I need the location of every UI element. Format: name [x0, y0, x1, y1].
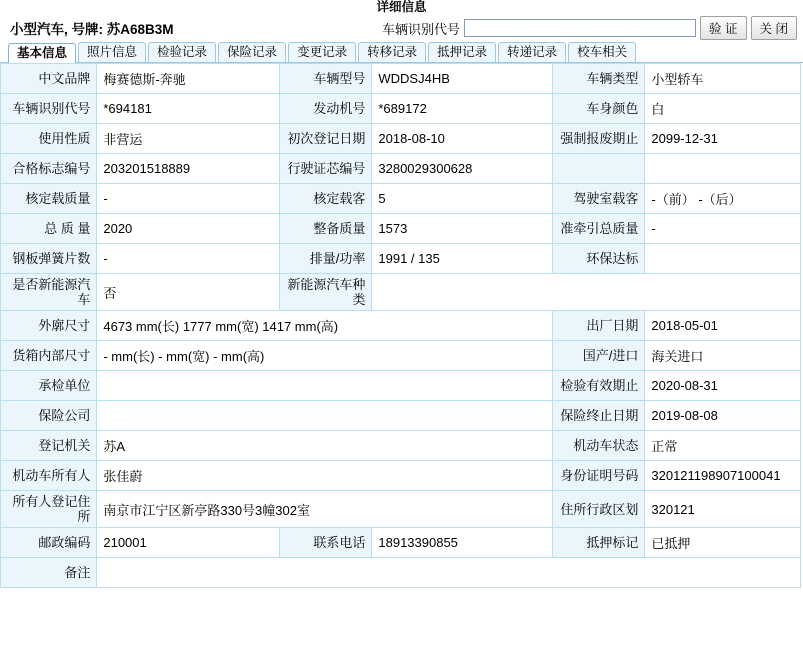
vin-input[interactable]	[464, 19, 696, 37]
table-row	[1, 154, 801, 184]
tab-change-records[interactable]: 变更记录	[288, 42, 356, 62]
tab-delivery-records[interactable]: 转递记录	[498, 42, 566, 62]
field-label: 保险公司	[1, 401, 97, 431]
table-row	[1, 431, 801, 461]
field-value-remark	[97, 558, 801, 588]
field-label: 车辆识别代号	[1, 94, 97, 124]
field-value: 苏A	[97, 431, 553, 461]
field-value: - mm(长) - mm(宽) - mm(高)	[97, 341, 553, 371]
field-label: 抵押标记	[553, 528, 645, 558]
table-row	[1, 461, 801, 491]
close-button[interactable]: 关 闭	[751, 16, 797, 40]
field-value: 5	[372, 184, 553, 214]
field-value: 张佳蔚	[97, 461, 553, 491]
field-label: 联系电话	[280, 528, 372, 558]
tab-school-bus[interactable]: 校车相关	[568, 42, 636, 62]
field-value: 已抵押	[645, 528, 801, 558]
field-value: 210001	[97, 528, 280, 558]
table-row	[1, 214, 801, 244]
field-label: 总 质 量	[1, 214, 97, 244]
field-value	[372, 274, 801, 311]
field-label: 核定载质量	[1, 184, 97, 214]
field-value: 1573	[372, 214, 553, 244]
field-value: 2019-08-08	[645, 401, 801, 431]
field-label: 国产/进口	[553, 341, 645, 371]
tab-inspection-records[interactable]: 检验记录	[148, 42, 216, 62]
field-value: *694181	[97, 94, 280, 124]
table-row	[1, 401, 801, 431]
field-value: -	[645, 214, 801, 244]
window-title: 详细信息	[376, 0, 427, 14]
table-row	[1, 558, 801, 588]
field-label: 行驶证芯编号	[280, 154, 372, 184]
field-value	[97, 401, 553, 431]
field-value: 白	[645, 94, 801, 124]
verify-button[interactable]: 验 证	[700, 16, 746, 40]
table-row	[1, 124, 801, 154]
field-value: 203201518889	[97, 154, 280, 184]
field-label: 保险终止日期	[553, 401, 645, 431]
table-row	[1, 491, 801, 528]
vin-search-group	[382, 16, 797, 40]
field-value: 18913390855	[372, 528, 553, 558]
field-value: *689172	[372, 94, 553, 124]
field-label: 车身颜色	[553, 94, 645, 124]
field-label: 新能源汽车种类	[280, 274, 372, 311]
field-label: 准牵引总质量	[553, 214, 645, 244]
field-label-remark: 备注	[1, 558, 97, 588]
field-value: -	[97, 244, 280, 274]
field-label: 车辆类型	[553, 64, 645, 94]
field-label: 合格标志编号	[1, 154, 97, 184]
field-label: 车辆型号	[280, 64, 372, 94]
field-value: 2018-05-01	[645, 311, 801, 341]
field-value: 320121	[645, 491, 801, 528]
tab-mortgage-records[interactable]: 抵押记录	[428, 42, 496, 62]
table-row	[1, 311, 801, 341]
table-row	[1, 184, 801, 214]
field-label: 整备质量	[280, 214, 372, 244]
field-value: -（前） -（后）	[645, 184, 801, 214]
field-label: 驾驶室载客	[553, 184, 645, 214]
vin-label: 车辆识别代号	[382, 21, 461, 37]
tab-photo-info[interactable]: 照片信息	[78, 42, 146, 62]
field-value: 320121198907100041	[645, 461, 801, 491]
field-label: 钢板弹簧片数	[1, 244, 97, 274]
field-value: 4673 mm(长) 1777 mm(宽) 1417 mm(高)	[97, 311, 553, 341]
field-label-empty	[553, 154, 645, 184]
field-value	[645, 244, 801, 274]
field-label: 承检单位	[1, 371, 97, 401]
table-row	[1, 274, 801, 311]
field-label: 环保达标	[553, 244, 645, 274]
field-label: 住所行政区划	[553, 491, 645, 528]
table-row	[1, 94, 801, 124]
tab-basic-info[interactable]: 基本信息	[8, 43, 76, 63]
field-value: 2018-08-10	[372, 124, 553, 154]
field-label: 核定载客	[280, 184, 372, 214]
tab-insurance-records[interactable]: 保险记录	[218, 42, 286, 62]
field-value: 非营运	[97, 124, 280, 154]
field-value: -	[97, 184, 280, 214]
field-value: 3280029300628	[372, 154, 553, 184]
field-label: 初次登记日期	[280, 124, 372, 154]
header-bar	[0, 14, 803, 40]
field-label: 外廓尺寸	[1, 311, 97, 341]
field-value: 2020	[97, 214, 280, 244]
field-value: 1991 / 135	[372, 244, 553, 274]
field-label: 货箱内部尺寸	[1, 341, 97, 371]
table-row	[1, 528, 801, 558]
field-label: 邮政编码	[1, 528, 97, 558]
table-row	[1, 244, 801, 274]
field-label: 发动机号	[280, 94, 372, 124]
field-value: 南京市江宁区新亭路330号3幢302室	[97, 491, 553, 528]
field-value: 2020-08-31	[645, 371, 801, 401]
field-label: 是否新能源汽车	[1, 274, 97, 311]
field-label: 登记机关	[1, 431, 97, 461]
field-value-empty	[645, 154, 801, 184]
tab-transfer-records[interactable]: 转移记录	[358, 42, 426, 62]
field-value: 2099-12-31	[645, 124, 801, 154]
field-label: 强制报废期止	[553, 124, 645, 154]
field-label: 检验有效期止	[553, 371, 645, 401]
field-value: WDDSJ4HB	[372, 64, 553, 94]
table-row	[1, 341, 801, 371]
vehicle-detail-table	[0, 63, 801, 588]
field-value	[97, 371, 553, 401]
field-label: 身份证明号码	[553, 461, 645, 491]
field-value: 否	[97, 274, 280, 311]
field-label: 机动车所有人	[1, 461, 97, 491]
table-row	[1, 371, 801, 401]
tab-bar	[0, 41, 803, 63]
field-label: 中文品牌	[1, 64, 97, 94]
field-label: 出厂日期	[553, 311, 645, 341]
vehicle-summary-label: 小型汽车, 号牌: 苏A68B3M	[10, 22, 174, 37]
field-label: 机动车状态	[553, 431, 645, 461]
field-value: 梅赛德斯-奔驰	[97, 64, 280, 94]
table-row	[1, 64, 801, 94]
field-value: 正常	[645, 431, 801, 461]
field-value: 小型轿车	[645, 64, 801, 94]
field-value: 海关进口	[645, 341, 801, 371]
field-label: 排量/功率	[280, 244, 372, 274]
field-label: 所有人登记住所	[1, 491, 97, 528]
field-label: 使用性质	[1, 124, 97, 154]
